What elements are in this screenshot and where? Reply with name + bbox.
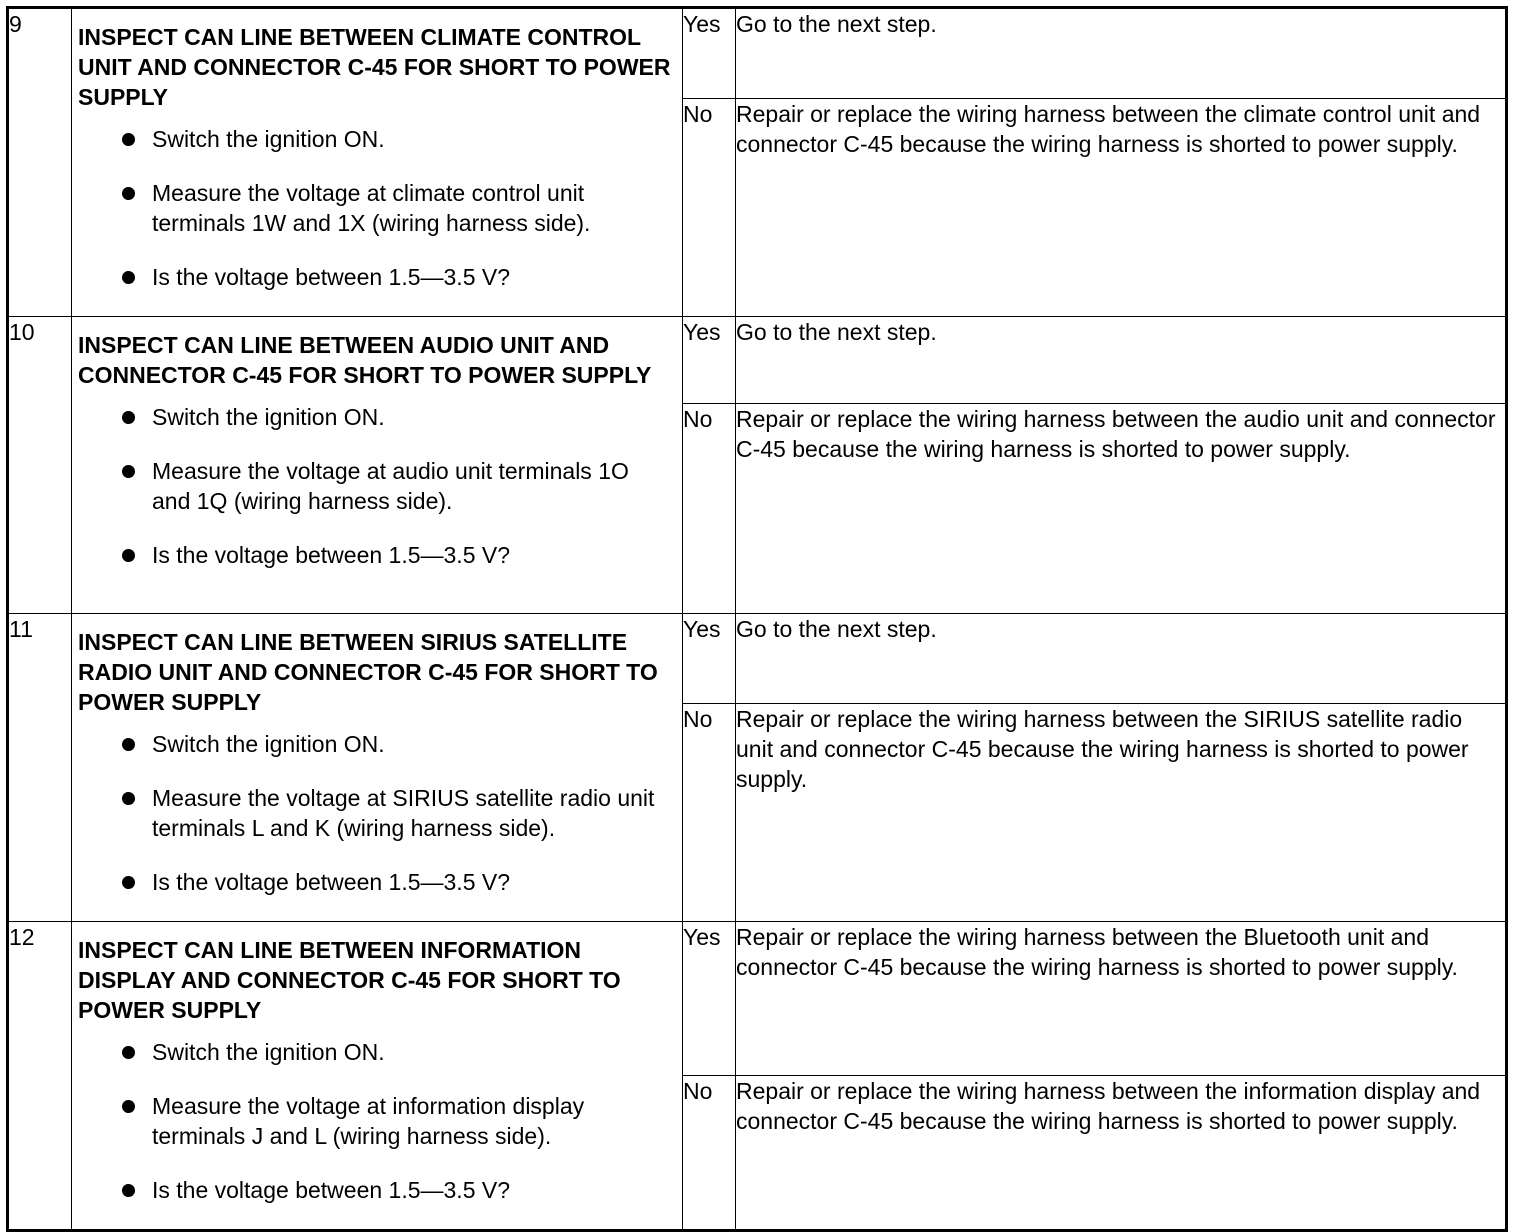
step-number: 10 <box>8 317 72 614</box>
step-row-yes <box>8 922 1507 1076</box>
step-inspection-cell <box>72 317 683 614</box>
result-no-label: No <box>683 404 736 614</box>
result-yes-label: Yes <box>683 8 736 99</box>
step-title: INSPECT CAN LINE BETWEEN AUDIO UNIT AND CONNECTOR C-45 FOR SHORT TO POWER SUPPLY <box>78 332 652 388</box>
result-no-action: Repair or replace the wiring harness between the climate control unit and connector C-45 because the wiring harness is shorted to power supply. <box>736 98 1507 317</box>
step-title: INSPECT CAN LINE BETWEEN INFORMATION DISPLAY AND CONNECTOR C-45 FOR SHORT TO POWER SUPPLY <box>78 937 621 1023</box>
instruction-bullet: Measure the voltage at audio unit terminals 1O and 1Q (wiring harness side). <box>72 456 682 516</box>
result-no-action: Repair or replace the wiring harness between the audio unit and connector C-45 because the wiring harness is shorted to power supply. <box>736 404 1507 614</box>
step-number: 11 <box>8 614 72 922</box>
step-inspection-cell <box>72 922 683 1231</box>
instruction-bullet: Is the voltage between 1.5—3.5 V? <box>72 867 682 897</box>
instruction-bullet: Is the voltage between 1.5—3.5 V? <box>72 262 682 292</box>
result-yes-action: Go to the next step. <box>736 614 1507 704</box>
step-instruction-list <box>72 1037 682 1205</box>
step-row-yes <box>8 317 1507 404</box>
step-number: 9 <box>8 8 72 317</box>
step-row-yes <box>8 614 1507 704</box>
table-body <box>8 8 1507 1231</box>
diagnostic-procedure-table <box>6 6 1508 1232</box>
result-no-label: No <box>683 1075 736 1230</box>
step-inspection-cell <box>72 614 683 922</box>
step-number: 12 <box>8 922 72 1231</box>
instruction-bullet: Switch the ignition ON. <box>72 402 682 432</box>
step-title: INSPECT CAN LINE BETWEEN CLIMATE CONTROL UNIT AND CONNECTOR C-45 FOR SHORT TO POWER SUPPLY <box>78 24 671 110</box>
instruction-bullet: Is the voltage between 1.5—3.5 V? <box>72 1175 682 1205</box>
instruction-bullet: Is the voltage between 1.5—3.5 V? <box>72 540 682 570</box>
result-no-label: No <box>683 98 736 317</box>
result-no-action: Repair or replace the wiring harness between the information display and connector C-45 because the wiring harness is shorted to power supply. <box>736 1075 1507 1230</box>
result-yes-label: Yes <box>683 922 736 1076</box>
step-inspection-cell <box>72 8 683 317</box>
instruction-bullet: Measure the voltage at climate control unit terminals 1W and 1X (wiring harness side). <box>72 178 682 238</box>
step-instruction-list <box>72 729 682 897</box>
result-yes-action: Go to the next step. <box>736 8 1507 99</box>
step-instruction-list <box>72 124 682 292</box>
result-no-label: No <box>683 704 736 922</box>
instruction-bullet: Measure the voltage at SIRIUS satellite radio unit terminals L and K (wiring harness side). <box>72 783 682 843</box>
instruction-bullet: Switch the ignition ON. <box>72 1037 682 1067</box>
step-row-yes <box>8 8 1507 99</box>
result-yes-label: Yes <box>683 317 736 404</box>
result-no-action: Repair or replace the wiring harness between the SIRIUS satellite radio unit and connector C-45 because the wiring harness is shorted to power supply. <box>736 704 1507 922</box>
result-yes-action: Repair or replace the wiring harness between the Bluetooth unit and connector C-45 because the wiring harness is shorted to power supply. <box>736 922 1507 1076</box>
instruction-bullet: Switch the ignition ON. <box>72 124 682 154</box>
instruction-bullet: Measure the voltage at information display terminals J and L (wiring harness side). <box>72 1091 682 1151</box>
result-yes-action: Go to the next step. <box>736 317 1507 404</box>
step-instruction-list <box>72 402 682 570</box>
instruction-bullet: Switch the ignition ON. <box>72 729 682 759</box>
result-yes-label: Yes <box>683 614 736 704</box>
step-title: INSPECT CAN LINE BETWEEN SIRIUS SATELLITE RADIO UNIT AND CONNECTOR C-45 FOR SHORT TO POWER SUPPLY <box>78 629 658 715</box>
